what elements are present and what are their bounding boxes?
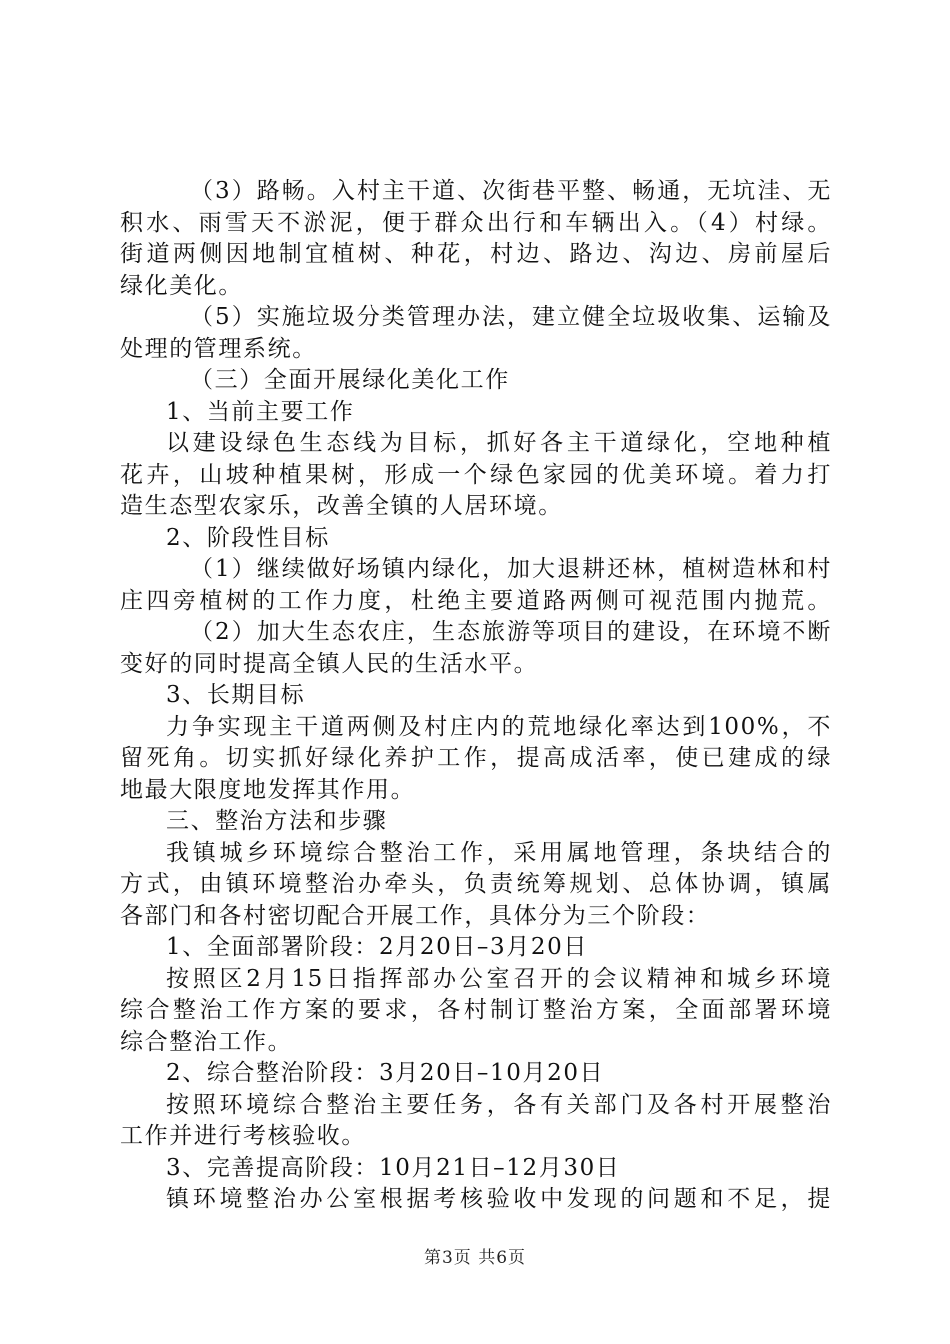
paragraph-line: 工作并进行考核验收。 — [120, 1123, 366, 1149]
paragraph-line: 造生态型农家乐，改善全镇的人居环境。 — [120, 493, 563, 519]
paragraph-line: 各部门和各村密切配合开展工作，具体分为三个阶段： — [120, 902, 711, 929]
paragraph-line: 留死角。切实抓好绿化养护工作，提高成活率，使已建成的绿 — [120, 745, 832, 771]
subsection-heading: 1、全面部署阶段：2月20日–3月20日 — [166, 934, 588, 960]
paragraph-line: 花卉，山坡种植果树，形成一个绿色家园的优美环境。着力打 — [120, 461, 832, 488]
section-heading: 三、整治方法和步骤 — [166, 808, 388, 834]
page-number-footer: 第3页 共6页 — [423, 1248, 527, 1268]
paragraph-line: 以建设绿色生态线为目标，抓好各主干道绿化，空地种植 — [166, 430, 832, 456]
subsection-heading: 1、当前主要工作 — [166, 398, 355, 425]
paragraph-line: 处理的管理系统。 — [120, 335, 317, 362]
paragraph-line: 综合整治工作。 — [120, 1028, 293, 1055]
subsection-heading: 3、完善提高阶段：10月21日–12月30日 — [166, 1154, 621, 1181]
paragraph-line: 积水、雨雪天不淤泥，便于群众出行和车辆出入。（4）村绿。 — [120, 209, 832, 236]
document-body — [120, 176, 832, 1216]
paragraph-line: 镇环境整治办公室根据考核验收中发现的问题和不足，提 — [166, 1186, 832, 1212]
paragraph-line: 按照区2月15日指挥部办公室召开的会议精神和城乡环境 — [166, 965, 832, 992]
paragraph-line: 地最大限度地发挥其作用。 — [120, 776, 416, 803]
paragraph-line: 力争实现主干道两侧及村庄内的荒地绿化率达到100%，不 — [166, 713, 832, 740]
paragraph-line: 绿化美化。 — [120, 272, 243, 299]
paragraph-line: 我镇城乡环境综合整治工作，采用属地管理，条块结合的 — [166, 839, 832, 866]
subsection-heading: 3、长期目标 — [166, 682, 306, 708]
section-heading: （三）全面开展绿化美化工作 — [190, 367, 510, 393]
subsection-heading: 2、综合整治阶段：3月20日–10月20日 — [166, 1060, 605, 1086]
paragraph-line: 变好的同时提高全镇人民的生活水平。 — [120, 650, 539, 677]
paragraph-line: （2）加大生态农庄，生态旅游等项目的建设，在环境不断 — [190, 619, 832, 645]
paragraph-line: 街道两侧因地制宜植树、种花，村边、路边、沟边、房前屋后 — [120, 241, 832, 267]
paragraph-line: 按照环境综合整治主要任务，各有关部门及各村开展整治 — [166, 1091, 832, 1118]
paragraph-line: 庄四旁植树的工作力度，杜绝主要道路两侧可视范围内抛荒。 — [120, 587, 832, 614]
paragraph-line: 方式，由镇环境整治办牵头，负责统筹规划、总体协调，镇属 — [120, 871, 832, 897]
paragraph-line: 综合整治工作方案的要求，各村制订整治方案，全面部署环境 — [120, 997, 832, 1023]
paragraph-line: （3）路畅。入村主干道、次街巷平整、畅通，无坑洼、无 — [190, 178, 832, 204]
paragraph-line: （5）实施垃圾分类管理办法，建立健全垃圾收集、运输及 — [190, 304, 832, 330]
subsection-heading: 2、阶段性目标 — [166, 524, 330, 551]
paragraph-line: （1）继续做好场镇内绿化，加大退耕还林，植树造林和村 — [190, 556, 832, 582]
